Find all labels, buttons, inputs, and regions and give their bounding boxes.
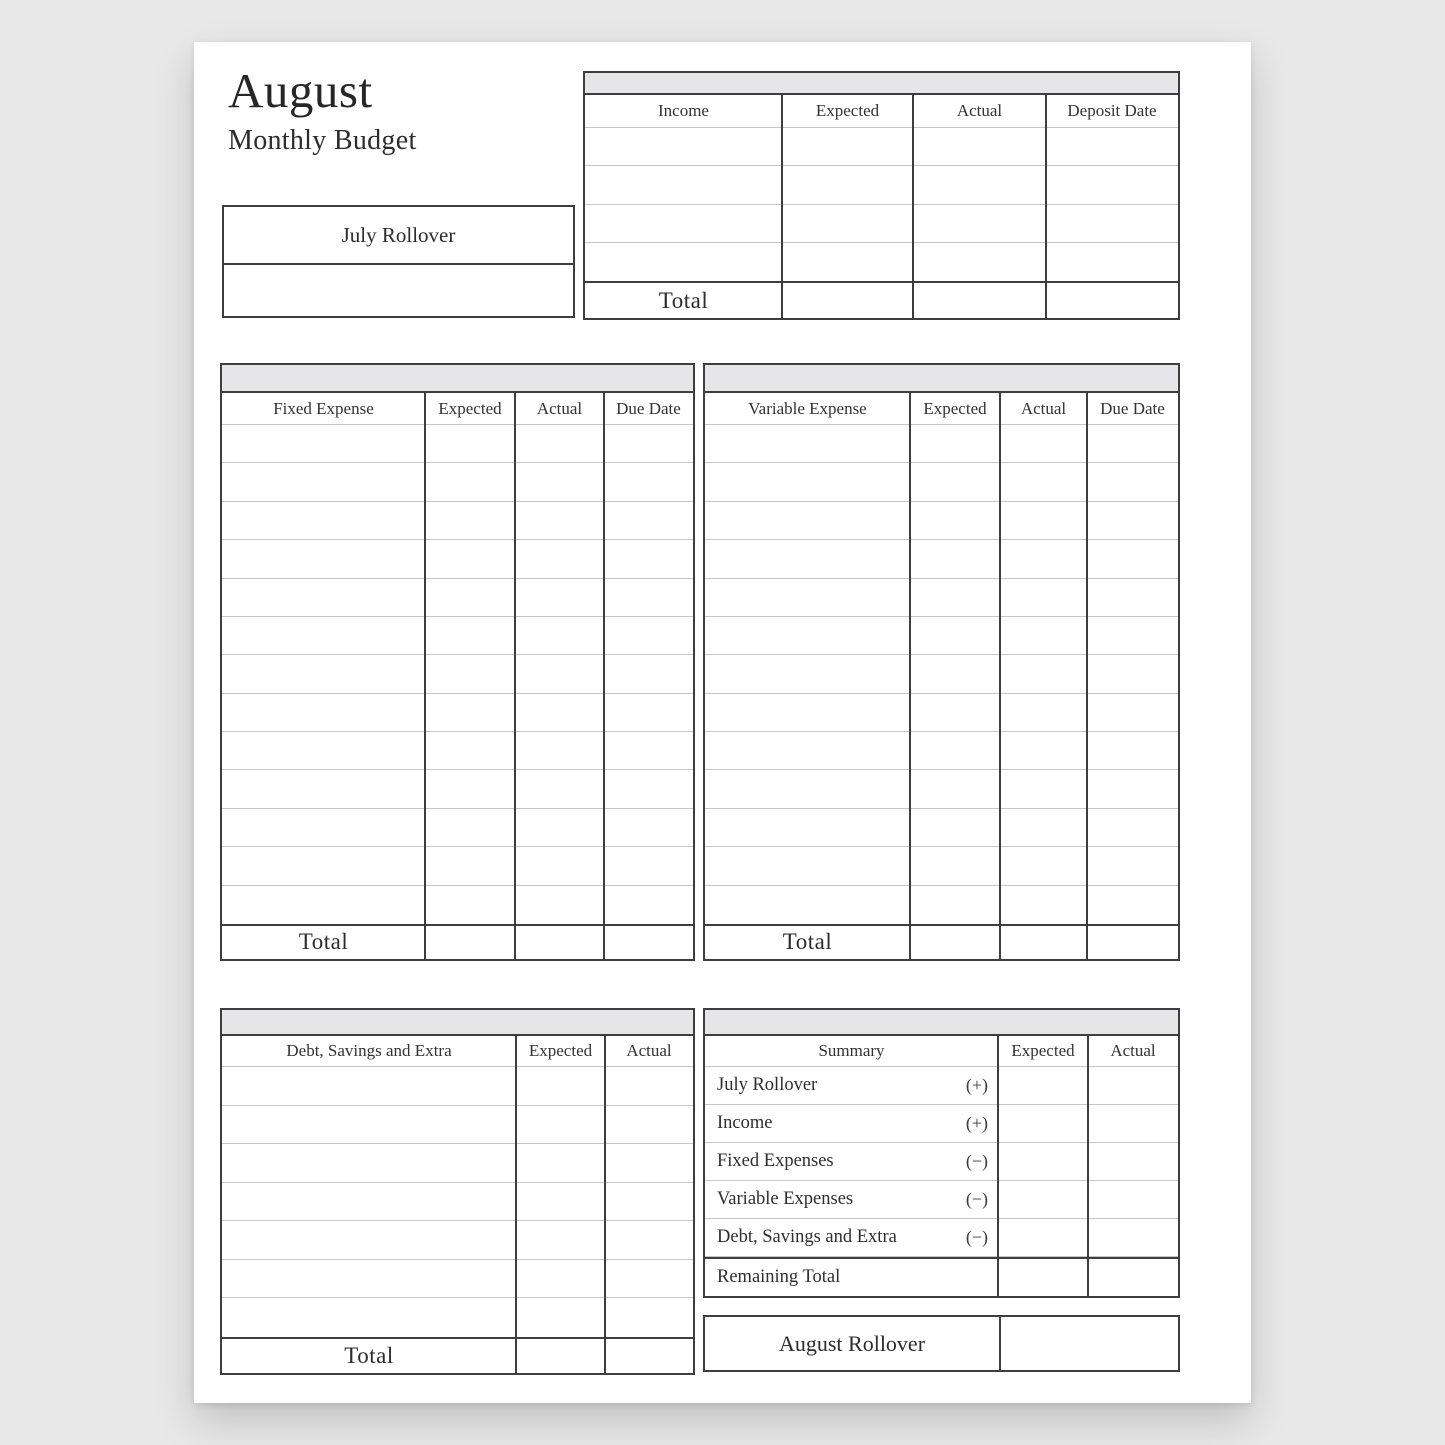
variable-expense-due-date-cell: [1087, 694, 1178, 731]
variable-expense-expected-cell: [910, 655, 1000, 692]
variable-expense-name-cell: [705, 655, 910, 692]
summary-actual-cell: [1088, 1143, 1178, 1180]
debt-savings-data-row: [222, 1221, 693, 1260]
remaining-total-label: Remaining Total: [717, 1267, 841, 1287]
fixed-expense-due-date-cell: [604, 502, 693, 539]
summary-row-label: Income: [717, 1113, 773, 1133]
column-divider: [999, 393, 1001, 961]
income-name-cell: [585, 205, 782, 242]
income-total-label: Total: [658, 287, 709, 313]
fixed-expense-data-row: [222, 694, 693, 732]
fixed-expense-expected-cell: [425, 886, 515, 924]
variable-expense-expected-cell: [910, 770, 1000, 807]
debt-actual-cell: [605, 1298, 693, 1337]
summary-header-cell: Summary: [818, 1041, 885, 1060]
variable-expense-due-date-cell: [1087, 809, 1178, 846]
variable-total-expected-cell: [910, 926, 1000, 959]
variable-expense-actual-cell: [1000, 847, 1087, 884]
column-divider: [997, 1036, 999, 1298]
income-actual-cell: [913, 128, 1046, 165]
remaining-total-row: [705, 1257, 1178, 1298]
fixed-total-due-cell: [604, 926, 693, 959]
fixed-expense-expected-cell: [425, 809, 515, 846]
summary-row-label-cell: [705, 1181, 998, 1218]
variable-expense-expected-cell: [910, 809, 1000, 846]
variable-expense-data-row: [705, 540, 1178, 578]
fixed-expense-expected-cell: [425, 617, 515, 654]
debt-expected-cell: [516, 1183, 605, 1221]
fixed-expense-due-date-cell: [604, 655, 693, 692]
variable-expense-due-date-cell: [1087, 770, 1178, 807]
variable-expense-data-row: [705, 694, 1178, 732]
planner-page: [194, 42, 1251, 1403]
income-total-actual-cell: [913, 283, 1046, 318]
column-divider: [514, 393, 516, 961]
actual-header-cell: Actual: [536, 398, 583, 418]
income-deposit-date-cell: [1046, 205, 1178, 242]
variable-expense-data-row: [705, 463, 1178, 501]
debt-total-actual-cell: [605, 1339, 693, 1373]
variable-expense-data-row: [705, 502, 1178, 540]
variable-expense-expected-cell: [910, 847, 1000, 884]
variable-expense-data-row: [705, 732, 1178, 770]
variable-expense-due-date-cell: [1087, 540, 1178, 577]
fixed-expense-actual-cell: [515, 502, 604, 539]
income-table-header-row: [585, 95, 1178, 128]
debt-actual-cell: [605, 1221, 693, 1259]
summary-table-band: [705, 1008, 1178, 1036]
debt-expected-cell: [516, 1298, 605, 1337]
debt-actual-cell: [605, 1183, 693, 1221]
variable-expense-due-date-cell: [1087, 425, 1178, 462]
debt-savings-table-band: [222, 1008, 693, 1036]
summary-table: [703, 1008, 1180, 1298]
fixed-expense-name-cell: [222, 770, 425, 807]
fixed-expense-name-cell: [222, 809, 425, 846]
debt-savings-header-cell: Debt, Savings and Extra: [286, 1041, 452, 1060]
actual-header-cell: Actual: [1110, 1041, 1156, 1060]
variable-expense-expected-cell: [910, 579, 1000, 616]
variable-expense-name-cell: [705, 617, 910, 654]
fixed-expense-expected-cell: [425, 425, 515, 462]
actual-header-cell: Actual: [956, 101, 1003, 120]
variable-expense-expected-cell: [910, 617, 1000, 654]
variable-expense-table: [703, 363, 1180, 961]
variable-expense-actual-cell: [1000, 425, 1087, 462]
variable-expense-actual-cell: [1000, 886, 1087, 924]
due-date-header-cell: Due Date: [1100, 398, 1165, 418]
variable-expense-data-row: [705, 770, 1178, 808]
fixed-expense-expected-cell: [425, 694, 515, 731]
fixed-expense-data-row: [222, 809, 693, 847]
income-data-row: [585, 166, 1178, 204]
fixed-expense-expected-cell: [425, 579, 515, 616]
summary-row-label: Variable Expenses: [717, 1189, 854, 1209]
fixed-expense-actual-cell: [515, 579, 604, 616]
variable-expense-expected-cell: [910, 732, 1000, 769]
variable-expense-due-date-cell: [1087, 579, 1178, 616]
variable-expense-data-row: [705, 617, 1178, 655]
debt-name-cell: [222, 1298, 516, 1337]
fixed-expense-data-row: [222, 770, 693, 808]
debt-savings-data-row: [222, 1298, 693, 1337]
variable-expense-actual-cell: [1000, 694, 1087, 731]
fixed-expense-actual-cell: [515, 463, 604, 500]
fixed-expense-actual-cell: [515, 655, 604, 692]
debt-savings-data-row: [222, 1067, 693, 1106]
fixed-expense-name-cell: [222, 694, 425, 731]
variable-expense-name-cell: [705, 579, 910, 616]
debt-savings-data-row: [222, 1106, 693, 1145]
variable-expense-table-band: [705, 363, 1178, 393]
summary-row-label: Fixed Expenses: [717, 1151, 834, 1171]
fixed-expense-name-cell: [222, 655, 425, 692]
minus-sign: (−): [965, 1227, 988, 1247]
income-deposit-date-cell: [1046, 166, 1178, 203]
fixed-total-actual-cell: [515, 926, 604, 959]
variable-expense-data-row: [705, 886, 1178, 924]
income-data-row: [585, 243, 1178, 281]
minus-sign: (−): [965, 1151, 988, 1171]
income-expected-cell: [782, 243, 913, 281]
expected-header-cell: Expected: [923, 398, 987, 418]
fixed-expense-data-row: [222, 655, 693, 693]
july-rollover-value-cell: [224, 265, 573, 316]
variable-expense-due-date-cell: [1087, 655, 1178, 692]
debt-savings-table: [220, 1008, 695, 1375]
fixed-expense-data-row: [222, 617, 693, 655]
column-divider: [515, 1036, 517, 1375]
income-name-cell: [585, 166, 782, 203]
summary-actual-cell: [1088, 1067, 1178, 1104]
variable-expense-actual-cell: [1000, 770, 1087, 807]
variable-expense-name-cell: [705, 847, 910, 884]
summary-row-variable-expenses: [705, 1181, 1178, 1219]
debt-savings-header-row: [222, 1036, 693, 1067]
debt-savings-total-label: Total: [344, 1342, 394, 1368]
debt-name-cell: [222, 1221, 516, 1259]
summary-expected-cell: [998, 1219, 1088, 1256]
variable-expense-due-date-cell: [1087, 847, 1178, 884]
variable-expense-header-cell: Variable Expense: [748, 398, 867, 418]
variable-expense-expected-cell: [910, 886, 1000, 924]
fixed-expense-expected-cell: [425, 847, 515, 884]
summary-row-income: [705, 1105, 1178, 1143]
fixed-expense-actual-cell: [515, 847, 604, 884]
fixed-expense-due-date-cell: [604, 463, 693, 500]
debt-expected-cell: [516, 1106, 605, 1144]
variable-expense-expected-cell: [910, 425, 1000, 462]
remaining-expected-cell: [998, 1259, 1088, 1296]
deposit-date-header-cell: Deposit Date: [1067, 101, 1157, 120]
plus-sign: (+): [965, 1075, 988, 1095]
summary-row-label-cell: [705, 1219, 998, 1256]
fixed-expense-total-row: [222, 924, 693, 961]
july-rollover-box: [222, 205, 575, 318]
variable-expense-data-row: [705, 847, 1178, 885]
july-rollover-label: July Rollover: [224, 207, 573, 265]
fixed-expense-due-date-cell: [604, 847, 693, 884]
variable-expense-rows: [705, 425, 1178, 924]
debt-name-cell: [222, 1260, 516, 1298]
minus-sign: (−): [965, 1189, 988, 1209]
fixed-expense-data-row: [222, 732, 693, 770]
variable-expense-data-row: [705, 579, 1178, 617]
variable-expense-actual-cell: [1000, 655, 1087, 692]
summary-expected-cell: [998, 1143, 1088, 1180]
variable-expense-total-label: Total: [782, 929, 833, 955]
variable-expense-name-cell: [705, 463, 910, 500]
fixed-expense-expected-cell: [425, 770, 515, 807]
fixed-expense-due-date-cell: [604, 617, 693, 654]
debt-name-cell: [222, 1183, 516, 1221]
variable-expense-expected-cell: [910, 540, 1000, 577]
august-rollover-box: [703, 1315, 1180, 1372]
due-date-header-cell: Due Date: [616, 398, 681, 418]
fixed-expense-header-cell: Fixed Expense: [273, 398, 374, 418]
column-divider: [1045, 95, 1047, 320]
fixed-expense-expected-cell: [425, 540, 515, 577]
variable-expense-actual-cell: [1000, 809, 1087, 846]
debt-total-expected-cell: [516, 1339, 605, 1373]
variable-expense-expected-cell: [910, 694, 1000, 731]
fixed-expense-table-band: [222, 363, 693, 393]
fixed-expense-data-row: [222, 847, 693, 885]
variable-expense-data-row: [705, 655, 1178, 693]
variable-expense-due-date-cell: [1087, 886, 1178, 924]
debt-actual-cell: [605, 1260, 693, 1298]
variable-expense-actual-cell: [1000, 463, 1087, 500]
fixed-expense-actual-cell: [515, 694, 604, 731]
income-actual-cell: [913, 166, 1046, 203]
variable-expense-actual-cell: [1000, 732, 1087, 769]
summary-row-label: July Rollover: [717, 1075, 818, 1095]
expected-header-cell: Expected: [438, 398, 502, 418]
summary-row-fixed-expenses: [705, 1143, 1178, 1181]
summary-row-july-rollover: [705, 1067, 1178, 1105]
variable-expense-actual-cell: [1000, 579, 1087, 616]
income-rows: [585, 128, 1178, 281]
fixed-expense-expected-cell: [425, 463, 515, 500]
summary-actual-cell: [1088, 1105, 1178, 1142]
column-divider: [909, 393, 911, 961]
actual-header-cell: Actual: [1020, 398, 1067, 418]
expected-header-cell: Expected: [815, 101, 880, 120]
debt-expected-cell: [516, 1260, 605, 1298]
income-data-row: [585, 128, 1178, 166]
debt-actual-cell: [605, 1144, 693, 1182]
variable-expense-expected-cell: [910, 502, 1000, 539]
income-deposit-date-cell: [1046, 243, 1178, 281]
variable-expense-name-cell: [705, 540, 910, 577]
debt-expected-cell: [516, 1221, 605, 1259]
fixed-expense-expected-cell: [425, 655, 515, 692]
fixed-expense-name-cell: [222, 502, 425, 539]
fixed-expense-due-date-cell: [604, 770, 693, 807]
debt-expected-cell: [516, 1144, 605, 1182]
variable-expense-due-date-cell: [1087, 732, 1178, 769]
income-header-cell: Income: [658, 101, 709, 120]
fixed-expense-actual-cell: [515, 617, 604, 654]
debt-expected-cell: [516, 1067, 605, 1105]
fixed-expense-actual-cell: [515, 732, 604, 769]
debt-savings-rows: [222, 1067, 693, 1337]
column-divider: [604, 1036, 606, 1375]
fixed-total-expected-cell: [425, 926, 515, 959]
debt-name-cell: [222, 1067, 516, 1105]
fixed-expense-due-date-cell: [604, 886, 693, 924]
fixed-expense-name-cell: [222, 617, 425, 654]
summary-expected-cell: [998, 1067, 1088, 1104]
variable-expense-due-date-cell: [1087, 617, 1178, 654]
income-actual-cell: [913, 243, 1046, 281]
summary-header-row: [705, 1036, 1178, 1067]
fixed-expense-actual-cell: [515, 770, 604, 807]
august-rollover-label: August Rollover: [705, 1317, 1001, 1370]
variable-expense-name-cell: [705, 886, 910, 924]
fixed-expense-due-date-cell: [604, 425, 693, 462]
variable-total-actual-cell: [1000, 926, 1087, 959]
variable-expense-name-cell: [705, 425, 910, 462]
fixed-expense-expected-cell: [425, 502, 515, 539]
variable-expense-actual-cell: [1000, 617, 1087, 654]
income-total-deposit-cell: [1046, 283, 1178, 318]
summary-row-label: Debt, Savings and Extra: [717, 1227, 897, 1247]
income-expected-cell: [782, 128, 913, 165]
fixed-expense-due-date-cell: [604, 579, 693, 616]
income-table-band: [585, 71, 1178, 95]
page-subtitle: Monthly Budget: [228, 124, 417, 156]
fixed-expense-data-row: [222, 502, 693, 540]
variable-expense-name-cell: [705, 732, 910, 769]
fixed-expense-rows: [222, 425, 693, 924]
variable-expense-name-cell: [705, 694, 910, 731]
income-expected-cell: [782, 205, 913, 242]
summary-actual-cell: [1088, 1219, 1178, 1256]
fixed-expense-expected-cell: [425, 732, 515, 769]
income-table: [583, 71, 1180, 320]
debt-savings-data-row: [222, 1183, 693, 1222]
fixed-expense-data-row: [222, 886, 693, 924]
column-divider: [912, 95, 914, 320]
income-deposit-date-cell: [1046, 128, 1178, 165]
debt-name-cell: [222, 1144, 516, 1182]
summary-row-debt-savings: [705, 1219, 1178, 1257]
summary-actual-cell: [1088, 1181, 1178, 1218]
fixed-expense-data-row: [222, 463, 693, 501]
remaining-actual-cell: [1088, 1259, 1178, 1296]
plus-sign: (+): [965, 1113, 988, 1133]
income-actual-cell: [913, 205, 1046, 242]
income-expected-cell: [782, 166, 913, 203]
variable-expense-due-date-cell: [1087, 502, 1178, 539]
summary-expected-cell: [998, 1105, 1088, 1142]
fixed-expense-due-date-cell: [604, 809, 693, 846]
debt-savings-data-row: [222, 1260, 693, 1299]
variable-expense-data-row: [705, 809, 1178, 847]
fixed-expense-due-date-cell: [604, 694, 693, 731]
title-block: [228, 64, 417, 157]
summary-expected-cell: [998, 1181, 1088, 1218]
debt-savings-total-row: [222, 1337, 693, 1375]
variable-expense-name-cell: [705, 809, 910, 846]
fixed-expense-name-cell: [222, 732, 425, 769]
fixed-expense-actual-cell: [515, 809, 604, 846]
variable-expense-header-row: [705, 393, 1178, 425]
fixed-expense-due-date-cell: [604, 540, 693, 577]
fixed-expense-name-cell: [222, 847, 425, 884]
page-title: August: [228, 63, 373, 118]
column-divider: [1086, 393, 1088, 961]
variable-expense-name-cell: [705, 502, 910, 539]
summary-row-label-cell: [705, 1105, 998, 1142]
column-divider: [1087, 1036, 1089, 1298]
fixed-expense-name-cell: [222, 579, 425, 616]
fixed-expense-header-row: [222, 393, 693, 425]
fixed-expense-name-cell: [222, 425, 425, 462]
expected-header-cell: Expected: [1011, 1041, 1075, 1060]
column-divider: [603, 393, 605, 961]
debt-actual-cell: [605, 1106, 693, 1144]
fixed-expense-total-label: Total: [298, 929, 349, 955]
summary-row-label-cell: [705, 1067, 998, 1104]
summary-row-label-cell: [705, 1143, 998, 1180]
fixed-expense-data-row: [222, 425, 693, 463]
column-divider: [781, 95, 783, 320]
fixed-expense-actual-cell: [515, 425, 604, 462]
fixed-expense-data-row: [222, 579, 693, 617]
fixed-expense-actual-cell: [515, 886, 604, 924]
fixed-expense-name-cell: [222, 463, 425, 500]
fixed-expense-name-cell: [222, 886, 425, 924]
expected-header-cell: Expected: [528, 1041, 593, 1060]
income-name-cell: [585, 128, 782, 165]
income-name-cell: [585, 243, 782, 281]
debt-savings-data-row: [222, 1144, 693, 1183]
fixed-expense-actual-cell: [515, 540, 604, 577]
variable-total-due-cell: [1087, 926, 1178, 959]
variable-expense-total-row: [705, 924, 1178, 961]
variable-expense-actual-cell: [1000, 540, 1087, 577]
actual-header-cell: Actual: [626, 1041, 672, 1060]
variable-expense-due-date-cell: [1087, 463, 1178, 500]
fixed-expense-name-cell: [222, 540, 425, 577]
income-total-row: [585, 281, 1178, 320]
income-total-expected-cell: [782, 283, 913, 318]
variable-expense-name-cell: [705, 770, 910, 807]
fixed-expense-data-row: [222, 540, 693, 578]
august-rollover-value-cell: [1001, 1317, 1178, 1370]
debt-actual-cell: [605, 1067, 693, 1105]
fixed-expense-due-date-cell: [604, 732, 693, 769]
fixed-expense-table: [220, 363, 695, 961]
variable-expense-actual-cell: [1000, 502, 1087, 539]
income-data-row: [585, 205, 1178, 243]
debt-name-cell: [222, 1106, 516, 1144]
variable-expense-data-row: [705, 425, 1178, 463]
column-divider: [424, 393, 426, 961]
variable-expense-expected-cell: [910, 463, 1000, 500]
